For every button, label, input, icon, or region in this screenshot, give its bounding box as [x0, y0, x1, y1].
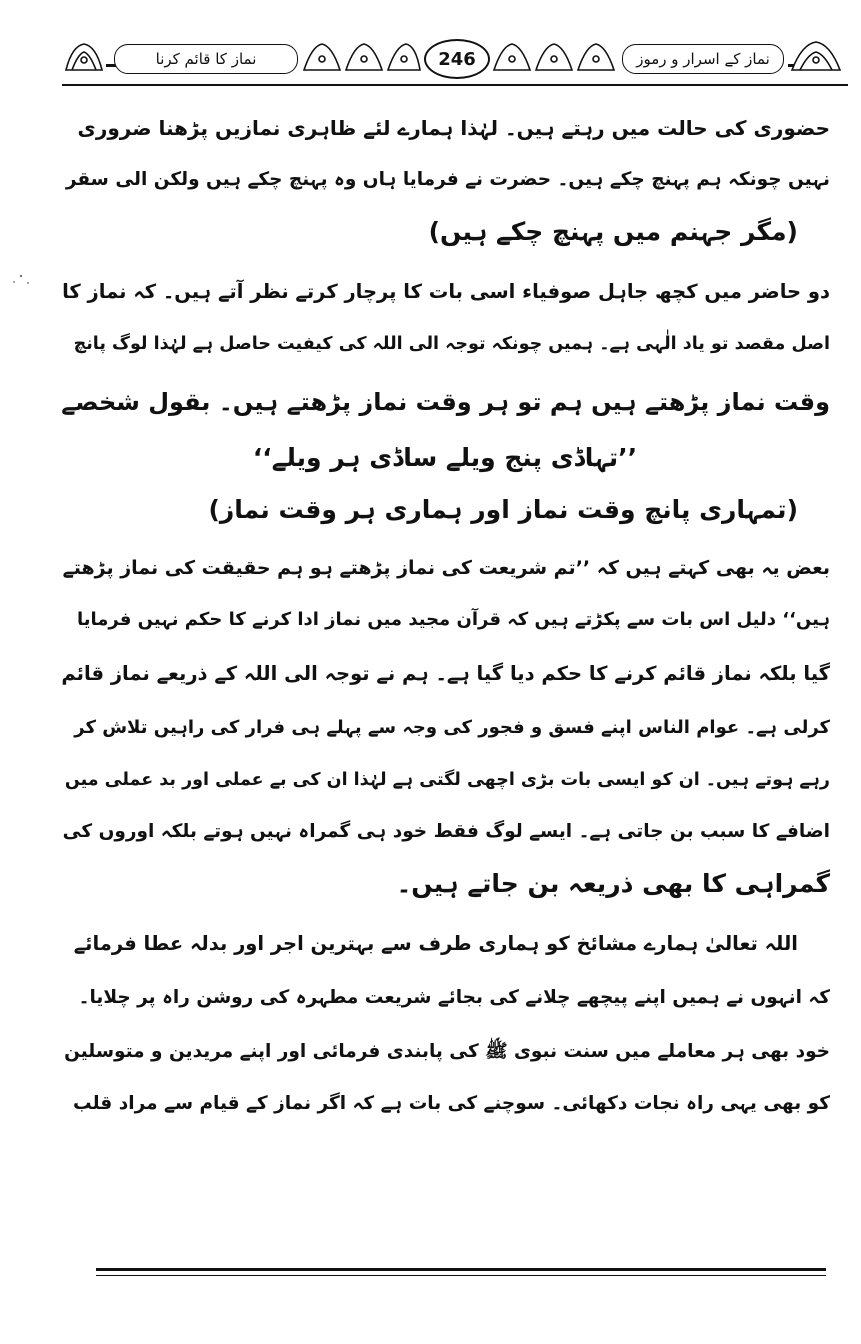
footer-rule-thin — [96, 1275, 826, 1276]
text-line: بعض یہ بھی کہتے ہیں کہ ’’تم شریعت کی نماز پڑھتے ہو ہم حقیقت کی نماز پڑھتے — [62, 557, 830, 579]
text-line: ہیں‘‘ دلیل اس بات سے پکڑتے ہیں کہ قرآن مجید میں نماز ادا کرنے کا حکم نہیں فرمایا — [76, 609, 830, 630]
chapter-title: نماز کا قائم کرنا — [155, 50, 257, 68]
translation-line: (تمہاری پانچ وقت نماز اور ہماری ہر وقت نماز) — [208, 495, 798, 524]
text-line: نہیں چونکہ ہم پہنچ چکے ہیں۔ حضرت نے فرمایا ہاں وہ پہنچ چکے ہیں ولکن الی سقر — [65, 169, 830, 190]
ornament-row-1 — [304, 44, 420, 70]
text-line: (مگر جہنم میں پہنچ چکے ہیں) — [428, 217, 798, 246]
book-title: نماز کے اسرار و رموز — [636, 50, 770, 68]
text-line: اصل مقصد تو یاد الٰہی ہے۔ ہمیں چونکہ توجہ الی اللہ کی کیفیت حاصل ہے لہٰذا لوگ پانچ — [73, 334, 830, 354]
page-number: 246 — [438, 48, 476, 70]
text-line: رہے ہوتے ہیں۔ ان کو ایسی بات بڑی اچھی لگتی ہے لہٰذا ان کی بے عملی اور بد عملی میں — [64, 770, 830, 790]
text-line: کرلی ہے۔ عوام الناس اپنے فسق و فجور کی وجہ سے پہلے ہی فرار کی راہیں تلاش کر — [74, 717, 830, 738]
footer-rule-thick — [96, 1268, 826, 1271]
margin-speck — [6, 262, 36, 292]
ornament-row-2 — [494, 44, 614, 70]
text-line: گیا بلکہ نماز قائم کرنے کا حکم دیا گیا ہے۔ ہم نے توجہ الی اللہ کے ذریعے نماز قائم — [61, 662, 830, 685]
page-number-badge — [424, 39, 490, 79]
text-line: وقت نماز پڑھتے ہیں ہم تو ہر وقت نماز پڑھتے ہیں۔ بقول شخصے — [61, 388, 830, 416]
text-line: کو بھی یہی راہ نجات دکھائی۔ سوچنے کی بات ہے کہ اگر نماز کے قیام سے مراد قلب — [73, 1093, 830, 1114]
page-header — [62, 30, 848, 86]
chapter-title-box — [114, 44, 298, 74]
ornament-right — [792, 42, 840, 70]
verse-line: ’’تہاڈی پنج ویلے ساڈی ہر ویلے‘‘ — [252, 443, 638, 472]
text-line: خود بھی ہر معاملے میں سنت نبوی ﷺ کی پابندی فرمائی اور اپنے مریدین و متوسلین — [64, 1041, 830, 1062]
text-line: حضوری کی حالت میں رہتے ہیں۔ لہٰذا ہمارے لئے ظاہری نمازیں پڑھنا ضروری — [77, 116, 830, 140]
header-rule — [62, 84, 848, 86]
ornament-left — [66, 44, 102, 70]
text-line: اضافے کا سبب بن جاتی ہے۔ ایسے لوگ فقط خود ہی گمراہ نہیں ہوتے بلکہ اوروں کی — [62, 821, 830, 842]
text-line: گمراہی کا بھی ذریعہ بن جاتے ہیں۔ — [396, 869, 830, 898]
text-line: دو حاضر میں کچھ جاہل صوفیاء اسی بات کا پرچار کرتے نظر آتے ہیں۔ کہ نماز کا — [62, 280, 830, 303]
book-title-box — [622, 44, 784, 74]
text-line: کہ انہوں نے ہمیں اپنے پیچھے چلانے کی بجائے شریعت مطہرہ کی روشن راہ پر چلایا۔ — [78, 987, 830, 1008]
text-line: اللہ تعالیٰ ہمارے مشائخ کو ہماری طرف سے بہترین اجر اور بدلہ عطا فرمائے — [73, 932, 798, 955]
